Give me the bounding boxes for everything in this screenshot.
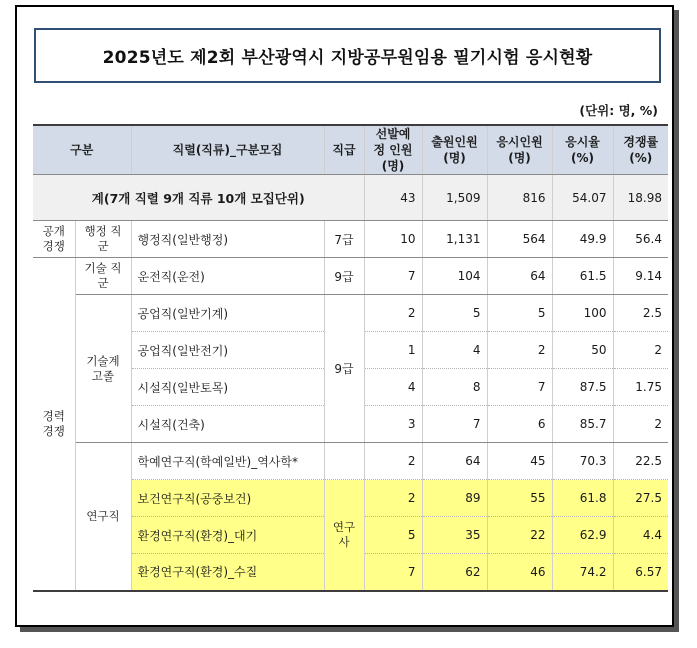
row-name: 공업직(일반전기)	[131, 332, 324, 369]
row-seonbal: 5	[364, 517, 422, 554]
row-name: 보건연구직(공중보건)	[131, 480, 324, 517]
row-gyeongjaeng: 6.57	[613, 554, 668, 591]
row-seonbal: 7	[364, 554, 422, 591]
row-grade: 7급	[324, 221, 364, 258]
row-eungsi: 5	[487, 295, 552, 332]
row-eungsiyul: 74.2	[552, 554, 613, 591]
row-seonbal: 10	[364, 221, 422, 258]
row-name: 행정직(일반행정)	[131, 221, 324, 258]
row-seonbal: 2	[364, 295, 422, 332]
status-table	[33, 124, 668, 592]
row-eungsiyul: 49.9	[552, 221, 613, 258]
row-seonbal: 2	[364, 480, 422, 517]
row-gyeongjaeng: 27.5	[613, 480, 668, 517]
header-eungsi: 응시인원 (명)	[487, 125, 552, 175]
row-eungsiyul: 85.7	[552, 406, 613, 443]
total-row	[33, 175, 668, 221]
row-eungsi: 22	[487, 517, 552, 554]
row-grade: 연구 사	[324, 480, 364, 591]
row-eungsi: 2	[487, 332, 552, 369]
row-gyeongjaeng: 2	[613, 332, 668, 369]
table-header-row	[33, 125, 668, 175]
row-grade: 9급	[324, 295, 364, 443]
row-name: 환경연구직(환경)_수질	[131, 554, 324, 591]
row-chulwon: 104	[422, 258, 487, 295]
row-seonbal: 1	[364, 332, 422, 369]
row-gyeongjaeng: 2	[613, 406, 668, 443]
row-eungsi: 45	[487, 443, 552, 480]
header-jikgeup: 직급	[324, 125, 364, 175]
row-eungsi: 46	[487, 554, 552, 591]
row-grade: 9급	[324, 258, 364, 295]
row-gyeongjaeng: 2.5	[613, 295, 668, 332]
row-grade	[324, 443, 364, 480]
row-chulwon: 1,131	[422, 221, 487, 258]
row-eungsi: 64	[487, 258, 552, 295]
table-row	[33, 258, 668, 295]
row-chulwon: 5	[422, 295, 487, 332]
header-chulwon: 출원인원 (명)	[422, 125, 487, 175]
row-chulwon: 35	[422, 517, 487, 554]
total-eungsiyul: 54.07	[552, 175, 613, 221]
row-chulwon: 89	[422, 480, 487, 517]
row-gyeongjaeng: 1.75	[613, 369, 668, 406]
row-name: 시설직(건축)	[131, 406, 324, 443]
group-gyeongryeok: 경력 경쟁	[33, 258, 75, 591]
row-seonbal: 7	[364, 258, 422, 295]
row-eungsi: 55	[487, 480, 552, 517]
row-name: 공업직(일반기계)	[131, 295, 324, 332]
unit-label: (단위: 명, %)	[579, 103, 658, 118]
table-row	[33, 443, 668, 480]
row-seonbal: 2	[364, 443, 422, 480]
row-eungsiyul: 61.5	[552, 258, 613, 295]
total-chulwon: 1,509	[422, 175, 487, 221]
row-eungsiyul: 100	[552, 295, 613, 332]
row-eungsiyul: 87.5	[552, 369, 613, 406]
page-title: 2025년도 제2회 부산광역시 지방공무원임용 필기시험 응시현황	[34, 28, 661, 83]
row-eungsiyul: 62.9	[552, 517, 613, 554]
group-gisul: 기술 직군	[75, 258, 131, 295]
row-seonbal: 4	[364, 369, 422, 406]
row-gyeongjaeng: 9.14	[613, 258, 668, 295]
row-seonbal: 3	[364, 406, 422, 443]
total-label: 계(7개 직렬 9개 직류 10개 모집단위)	[33, 175, 364, 221]
total-gyeongjaeng: 18.98	[613, 175, 668, 221]
group-gisulgye: 기술계 고졸	[75, 295, 131, 443]
group-haengjeong: 행정 직군	[75, 221, 131, 258]
row-eungsiyul: 50	[552, 332, 613, 369]
row-gyeongjaeng: 22.5	[613, 443, 668, 480]
row-gyeongjaeng: 4.4	[613, 517, 668, 554]
header-eungsiyul: 응시율 (%)	[552, 125, 613, 175]
row-chulwon: 8	[422, 369, 487, 406]
header-gubun: 구분	[33, 125, 131, 175]
group-gonggae: 공개 경쟁	[33, 221, 75, 258]
table-row	[33, 221, 668, 258]
row-eungsi: 7	[487, 369, 552, 406]
row-chulwon: 4	[422, 332, 487, 369]
row-gyeongjaeng: 56.4	[613, 221, 668, 258]
row-name: 환경연구직(환경)_대기	[131, 517, 324, 554]
row-eungsi: 6	[487, 406, 552, 443]
row-name: 학예연구직(학예일반)_역사학*	[131, 443, 324, 480]
row-eungsiyul: 61.8	[552, 480, 613, 517]
row-chulwon: 62	[422, 554, 487, 591]
group-yeongu: 연구직	[75, 443, 131, 591]
total-eungsi: 816	[487, 175, 552, 221]
header-gyeongjaeng: 경쟁률 (%)	[613, 125, 668, 175]
document-frame	[15, 5, 674, 627]
row-name: 시설직(일반토목)	[131, 369, 324, 406]
row-eungsiyul: 70.3	[552, 443, 613, 480]
header-jikryeol: 직렬(직류)_구분모집	[131, 125, 324, 175]
row-chulwon: 64	[422, 443, 487, 480]
row-chulwon: 7	[422, 406, 487, 443]
row-name: 운전직(운전)	[131, 258, 324, 295]
header-seonbal: 선발예정 인원(명)	[364, 125, 422, 175]
row-eungsi: 564	[487, 221, 552, 258]
total-seonbal: 43	[364, 175, 422, 221]
table-row	[33, 295, 668, 332]
